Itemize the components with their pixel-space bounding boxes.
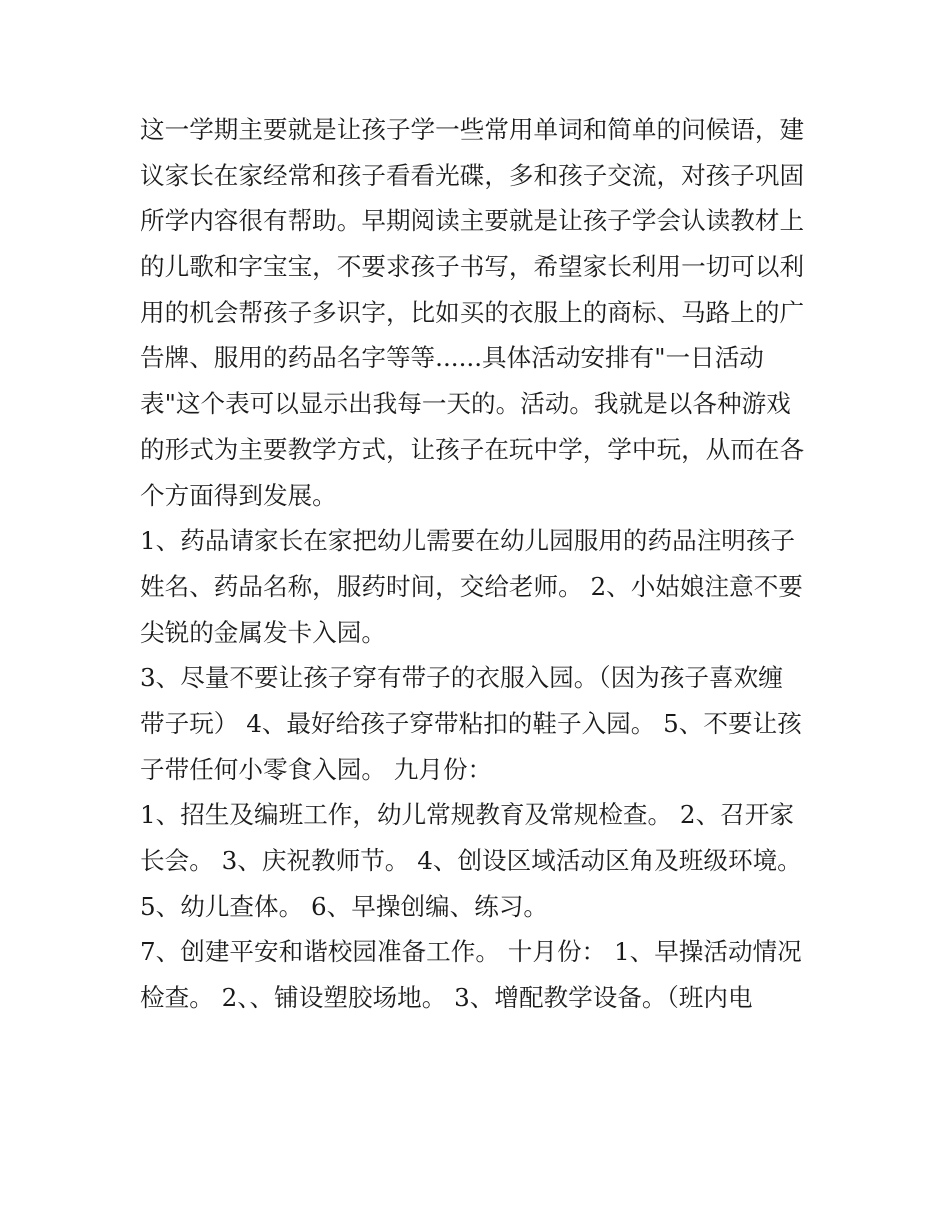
text-line-9: 个方面得到发展。 bbox=[140, 480, 337, 510]
text-line-10: 1、药品请家长在家把幼儿需要在幼儿园服用的药品注明孩子 bbox=[140, 526, 796, 556]
text-line-7: 表"这个表可以显示出我每一天的。活动。我就是以各种游戏 bbox=[140, 389, 791, 419]
text-line-4: 的儿歌和字宝宝，不要求孩子书写，希望家长利用一切可以利 bbox=[140, 252, 805, 282]
text-line-13: 3、尽量不要让孩子穿有带子的衣服入园。（因为孩子喜欢缠 bbox=[140, 663, 783, 693]
text-line-3: 所学内容很有帮助。早期阅读主要就是让孩子学会认读教材上 bbox=[140, 206, 805, 236]
text-line-11: 姓名、药品名称，服药时间，交给老师。 2、小姑娘注意不要 bbox=[140, 571, 803, 601]
text-line-14: 带子玩） 4、最好给孩子穿带粘扣的鞋子入园。 5、不要让孩 bbox=[140, 708, 802, 738]
text-line-19: 7、创建平安和谐校园准备工作。 十月份： 1、早操活动情况 bbox=[140, 937, 802, 967]
text-line-2: 议家长在家经常和孩子看看光碟，多和孩子交流，对孩子巩固 bbox=[140, 160, 805, 190]
text-line-20: 检查。 2、、铺设塑胶场地。 3、增配教学设备。（班内电 bbox=[140, 983, 753, 1013]
text-line-1: 这一学期主要就是让孩子学一些常用单词和简单的问候语，建 bbox=[140, 115, 805, 144]
text-line-16: 1、招生及编班工作，幼儿常规教育及常规检查。 2、召开家 bbox=[140, 800, 794, 830]
text-line-18: 5、幼儿查体。 6、早操创编、练习。 bbox=[140, 891, 549, 921]
text-line-12: 尖锐的金属发卡入园。 bbox=[140, 617, 386, 647]
text-line-8: 的形式为主要教学方式，让孩子在玩中学，学中玩，从而在各 bbox=[140, 434, 805, 464]
text-line-6: 告牌、服用的药品名字等等......具体活动安排有"一日活动 bbox=[140, 343, 764, 373]
text-line-15: 子带任何小零食入园。 九月份： bbox=[140, 754, 493, 784]
document-body bbox=[140, 107, 830, 1021]
text-line-5: 用的机会帮孩子多识字，比如买的衣服上的商标、马路上的广 bbox=[140, 297, 805, 327]
text-line-17: 长会。 3、庆祝教师节。 4、创设区域活动区角及班级环境。 bbox=[140, 846, 802, 875]
